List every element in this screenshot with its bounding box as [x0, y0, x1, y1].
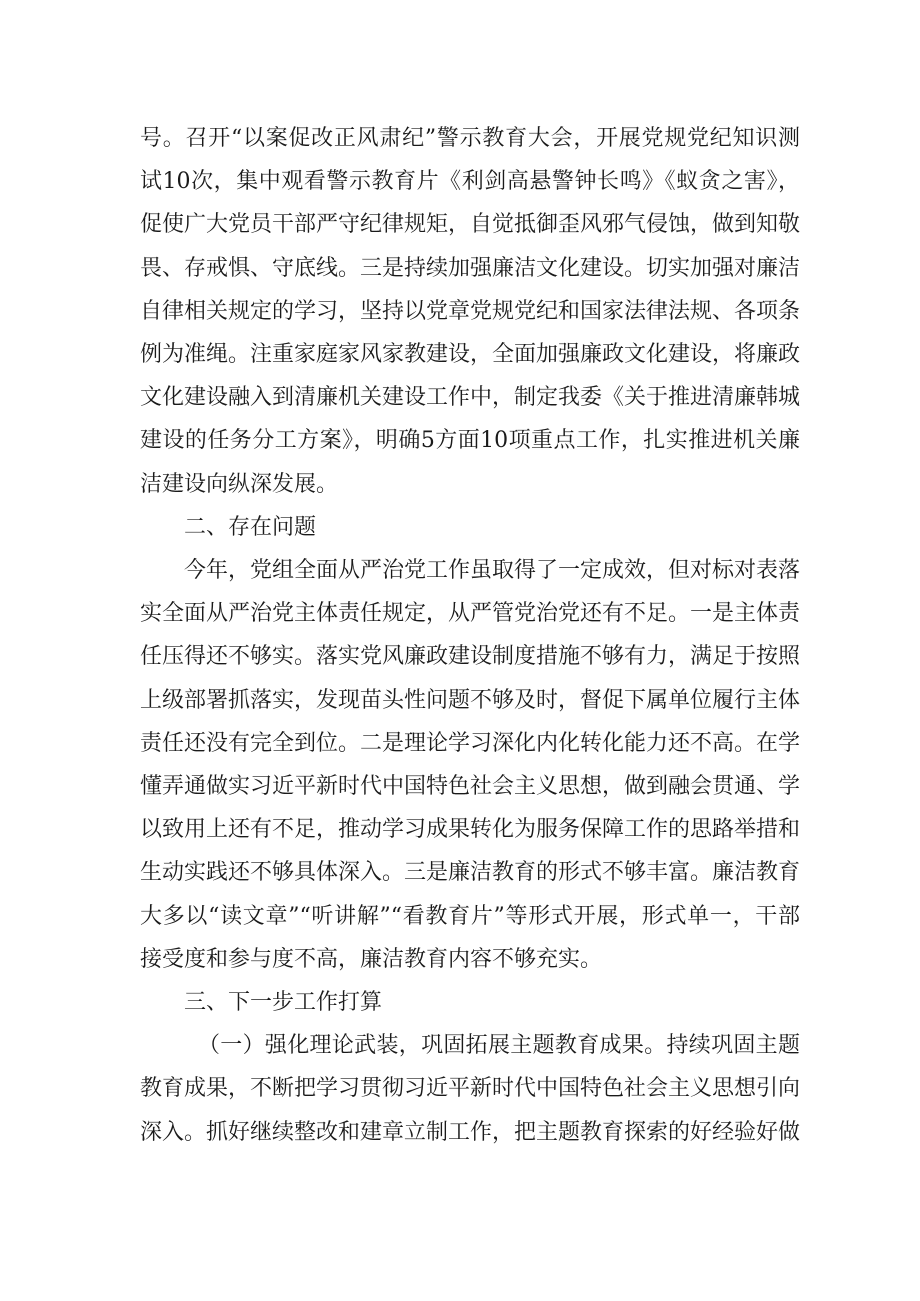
- paragraph-plan-1: （一）强化理论武装，巩固拓展主题教育成果。持续巩固主题教育成果，不断把学习贯彻习近平新时代中国特色社会主义思想引向深入。抓好继续整改和建章立制工作，把主题教育探索的好经验好做: [140, 1033, 801, 1145]
- section-heading-problems: 二、存在问题: [184, 514, 317, 540]
- paragraph-continuation: 号。召开“以案促改正风肃纪”警示教育大会，开展党规党纪知识测试10次，集中观看警示教育片《利剑高悬警钟长鸣》《蚁贪之害》，促使广大党员干部严守纪律规矩，自觉抵御歪风邪气侵蚀，做到知敬畏、存戒惧、守底线。三是持续加强廉洁文化建设。切实加强对廉洁自律相关规定的学习，坚持以党章党规党纪和国家法律法规、各项条例为准绳。注重家庭家风家教建设，全面加强廉政文化建设，将廉政文化建设融入到清廉机关建设工作中，制定我委《关于推进清廉韩城建设的任务分工方案》，明确5方面10项重点工作，扎实推进机关廉洁建设向纵深发展。: [140, 126, 801, 497]
- paragraph-problems: 今年，党组全面从严治党工作虽取得了一定成效，但对标对表落实全面从严治党主体责任规定，从严管党治党还有不足。一是主体责任压得还不够实。落实党风廉政建设制度措施不够有力，满足于按照上级部署抓落实，发现苗头性问题不够及时，督促下属单位履行主体责任还没有完全到位。二是理论学习深化内化转化能力还不高。在学懂弄通做实习近平新时代中国特色社会主义思想，做到融会贯通、学以致用上还有不足，推动学习成果转化为服务保障工作的思路举措和生动实践还不够具体深入。三是廉洁教育的形式不够丰富。廉洁教育大多以“读文章”“听讲解”“看教育片”等形式开展，形式单一，干部接受度和参与度不高，廉洁教育内容不够充实。: [140, 558, 801, 972]
- section-heading-next-steps: 三、下一步工作打算: [184, 990, 383, 1016]
- document-body: [140, 117, 800, 1154]
